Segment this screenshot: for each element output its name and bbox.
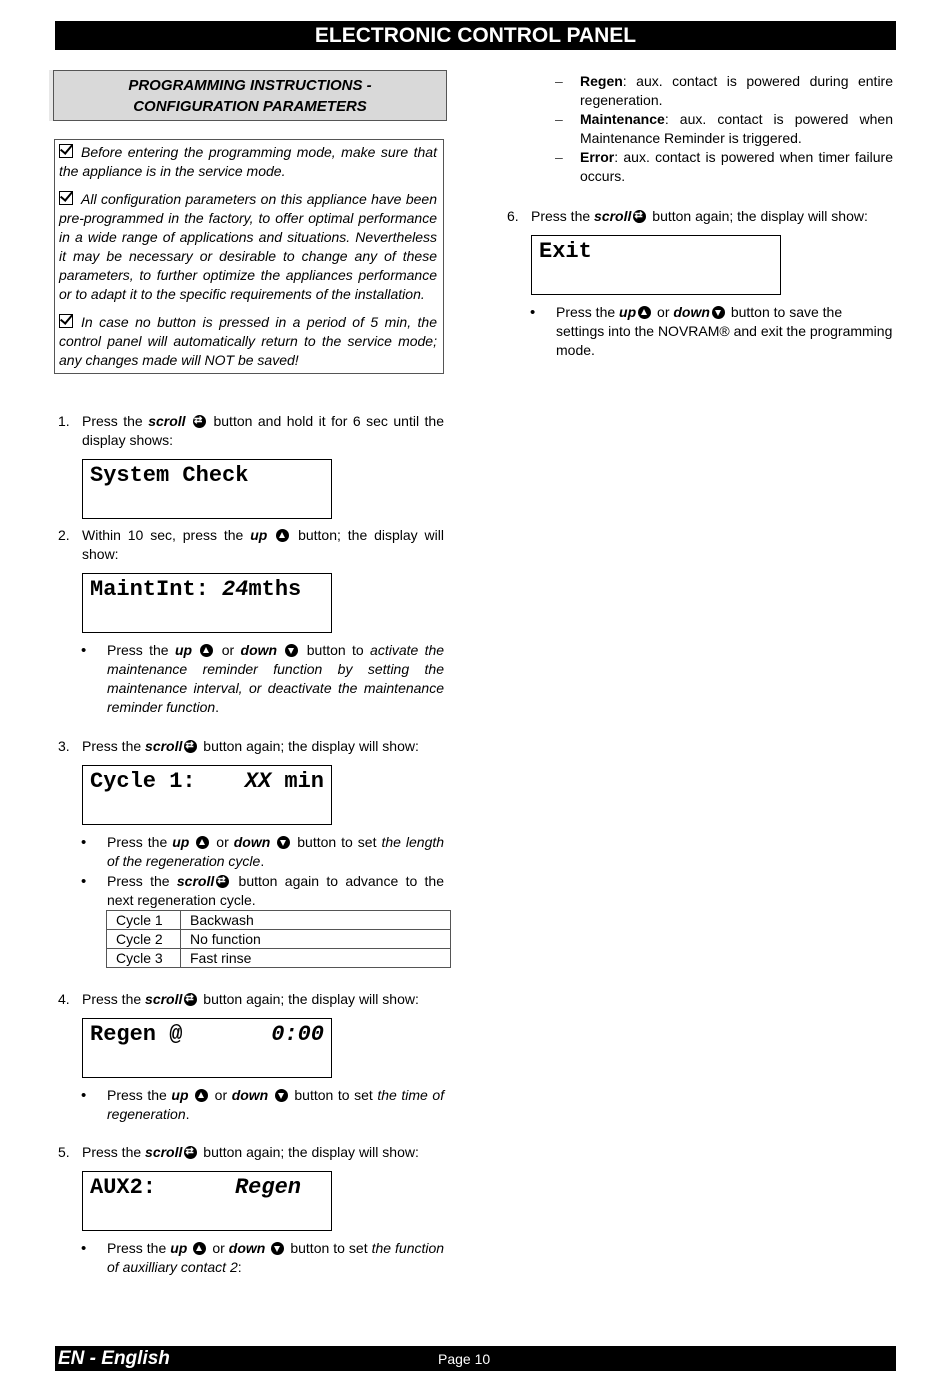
- down-button-icon: [271, 1242, 284, 1255]
- list-item: [107, 641, 444, 717]
- step-text: Press the: [82, 738, 142, 754]
- up-label: up: [172, 834, 190, 850]
- lcd-unit: mths: [248, 577, 302, 602]
- bullet-text: Press the: [107, 642, 169, 658]
- or-text: or: [221, 642, 235, 658]
- bullet-emphasis: activate the maintenance reminder function by setting the maintenance interval, or deactivate the maintenance reminder function: [107, 642, 445, 715]
- note-item: [59, 143, 437, 181]
- section-title-line2: CONFIGURATION PARAMETERS: [133, 97, 367, 115]
- up-label: up: [171, 1087, 189, 1103]
- step-number: 5.: [58, 1144, 70, 1160]
- down-label: down: [673, 304, 710, 320]
- bullet-emphasis: the time of regeneration: [107, 1087, 445, 1122]
- aux-options-list: [580, 72, 893, 186]
- list-item: [107, 1239, 444, 1277]
- table-row: [107, 911, 451, 930]
- up-label: up: [619, 304, 637, 320]
- lcd-display-maintint: [82, 573, 332, 633]
- lcd-value: 0:00: [271, 1022, 324, 1047]
- step-text: button; the display will show:: [82, 527, 444, 562]
- step-text: Press the: [531, 208, 591, 224]
- step-number: 4.: [58, 991, 70, 1007]
- step-text: button again; the display will show:: [203, 991, 419, 1007]
- lcd-value: Regen: [234, 1175, 301, 1200]
- scroll-label: scroll: [145, 991, 183, 1007]
- scroll-label: scroll: [176, 873, 215, 889]
- table-cell: No function: [181, 930, 451, 949]
- step-text: button and hold it for 6 sec until the display shows:: [82, 413, 445, 448]
- down-label: down: [233, 834, 271, 850]
- bullet-text: Press the: [107, 873, 170, 889]
- bullet-text: button to set: [290, 1240, 368, 1256]
- list-item: [556, 303, 893, 360]
- scroll-button-icon: [633, 210, 646, 223]
- up-button-icon: [200, 644, 213, 657]
- bullet-text: button to: [306, 642, 364, 658]
- checkbox-icon: [59, 314, 73, 328]
- option-term: Error: [580, 149, 615, 165]
- lcd-label: Regen @: [90, 1022, 183, 1047]
- up-label: up: [170, 1240, 188, 1256]
- scroll-button-icon: [216, 875, 229, 888]
- note-text: Before entering the programming mode, make sure that the appliance is in the service mode.: [59, 144, 437, 179]
- scroll-button-icon: [184, 740, 197, 753]
- step-number: 3.: [58, 738, 70, 754]
- list-item: [580, 110, 893, 148]
- step-text: Press the: [82, 991, 142, 1007]
- bullet-text: button to set: [294, 1087, 373, 1103]
- or-text: or: [657, 304, 670, 320]
- option-text: : aux. contact is powered when timer failure occurs.: [580, 149, 893, 184]
- bullet-text: Press the: [107, 1087, 167, 1103]
- scroll-label: scroll: [148, 413, 186, 429]
- or-text: or: [214, 1087, 228, 1103]
- step-4: [58, 990, 444, 1009]
- or-text: or: [212, 1240, 225, 1256]
- up-label: up: [174, 642, 193, 658]
- option-term: Maintenance: [580, 111, 665, 127]
- lcd-text: Exit: [539, 239, 592, 264]
- down-button-icon: [712, 306, 725, 319]
- table-cell: Cycle 2: [107, 930, 181, 949]
- option-text: : aux. contact is powered when Maintenance Reminder is triggered.: [580, 111, 893, 146]
- step-text: Within 10 sec, press the: [82, 527, 244, 543]
- list-item: [580, 148, 893, 186]
- scroll-button-icon: [184, 1146, 197, 1159]
- scroll-button-icon: [184, 993, 197, 1006]
- down-button-icon: [285, 644, 298, 657]
- up-label: up: [250, 527, 268, 543]
- up-button-icon: [638, 306, 651, 319]
- step-2-bullets: [107, 641, 444, 717]
- bullet-text: button to save the settings into the NOVRAM® and exit the programming mode.: [556, 304, 893, 358]
- bullet-text: Press the: [556, 304, 616, 320]
- bullet-emphasis: the length of the regeneration cycle: [107, 834, 445, 869]
- scroll-label: scroll: [145, 738, 183, 754]
- footer-language: EN - English: [58, 1348, 170, 1369]
- lcd-value: XX: [244, 769, 272, 794]
- step-text: button again; the display will show:: [652, 208, 868, 224]
- table-cell: Fast rinse: [181, 949, 451, 968]
- bullet-end: :: [237, 1259, 242, 1275]
- step-text: Press the: [82, 413, 143, 429]
- table-cell: Backwash: [181, 911, 451, 930]
- list-item: [580, 72, 893, 110]
- lcd-value: 24: [222, 577, 249, 602]
- scroll-label: scroll: [594, 208, 632, 224]
- lcd-display-system-check: [82, 459, 332, 519]
- down-label: down: [228, 1240, 266, 1256]
- step-5: [58, 1143, 444, 1162]
- bullet-end: .: [260, 853, 265, 869]
- bullet-text: Press the: [107, 834, 168, 850]
- bullet-text: button to set: [297, 834, 377, 850]
- bullet-text: button again to advance to the next regeneration cycle.: [107, 873, 445, 908]
- note-item: [59, 190, 437, 304]
- section-title-box: [53, 70, 447, 121]
- up-button-icon: [196, 836, 209, 849]
- step-number: 2.: [58, 527, 70, 543]
- step-text: button again; the display will show:: [203, 738, 419, 754]
- step-number: 1.: [58, 413, 70, 429]
- lcd-label: Cycle 1:: [90, 769, 196, 794]
- cycle-table: [106, 910, 451, 968]
- lcd-text: [90, 577, 301, 602]
- lcd-display-aux2: [82, 1171, 332, 1231]
- list-item: [107, 833, 444, 871]
- step-6: [507, 207, 893, 226]
- scroll-button-icon: [193, 415, 206, 428]
- lcd-label: MaintInt:: [90, 577, 223, 602]
- step-4-bullets: [107, 1086, 444, 1124]
- step-5-bullets: [107, 1239, 444, 1277]
- list-item: [107, 872, 444, 910]
- scroll-label: scroll: [145, 1144, 183, 1160]
- bullet-end: .: [215, 699, 220, 715]
- step-text: Press the: [82, 1144, 142, 1160]
- page-header: ELECTRONIC CONTROL PANEL: [55, 21, 896, 50]
- step-number: 6.: [507, 208, 519, 224]
- lcd-unit: min: [271, 769, 324, 794]
- option-text: : aux. contact is powered during entire regeneration.: [580, 73, 893, 108]
- note-text: In case no button is pressed in a period of 5 min, the control panel will automatically return to the service mode; any changes made will NOT be saved!: [59, 314, 437, 368]
- page-number: Page 10: [438, 1351, 491, 1367]
- note-item: [59, 313, 437, 370]
- step-6-bullets: [556, 303, 893, 360]
- down-button-icon: [275, 1089, 288, 1102]
- up-button-icon: [276, 529, 289, 542]
- step-2: [58, 526, 444, 564]
- lcd-label: AUX2:: [90, 1175, 157, 1200]
- option-term: Regen: [580, 73, 623, 89]
- lcd-text: System Check: [90, 463, 249, 488]
- checkbox-icon: [59, 191, 73, 205]
- bullet-emphasis: the function of auxilliary contact 2: [107, 1240, 445, 1275]
- lcd-value-group: [245, 769, 324, 794]
- page-footer: [55, 1346, 896, 1371]
- or-text: or: [216, 834, 229, 850]
- up-button-icon: [195, 1089, 208, 1102]
- checkbox-icon: [59, 144, 73, 158]
- step-3-bullets: [107, 833, 444, 910]
- step-text: button again; the display will show:: [203, 1144, 419, 1160]
- down-button-icon: [277, 836, 290, 849]
- down-label: down: [231, 1087, 269, 1103]
- section-title-line1: PROGRAMMING INSTRUCTIONS -: [128, 76, 372, 94]
- table-cell: Cycle 3: [107, 949, 181, 968]
- up-button-icon: [193, 1242, 206, 1255]
- step-1: [58, 412, 445, 450]
- table-cell: Cycle 1: [107, 911, 181, 930]
- lcd-display-regen-time: [82, 1018, 332, 1078]
- step-3: [58, 737, 444, 756]
- lcd-display-exit: [531, 235, 781, 295]
- notes-box: [54, 139, 444, 374]
- lcd-display-cycle: [82, 765, 332, 825]
- bullet-end: .: [185, 1106, 190, 1122]
- bullet-text: Press the: [107, 1240, 167, 1256]
- down-label: down: [240, 642, 278, 658]
- table-row: [107, 930, 451, 949]
- note-text: All configuration parameters on this appliance have been pre-programmed in the factory, to offer optimal performance in a wide range of applications and situations. Nevertheless it may be necessary or desirable to change any of these parameters, to further optimize the appliances performance or to adapt it to the specific requirements of the installation.: [59, 191, 437, 302]
- table-row: [107, 949, 451, 968]
- list-item: [107, 1086, 444, 1124]
